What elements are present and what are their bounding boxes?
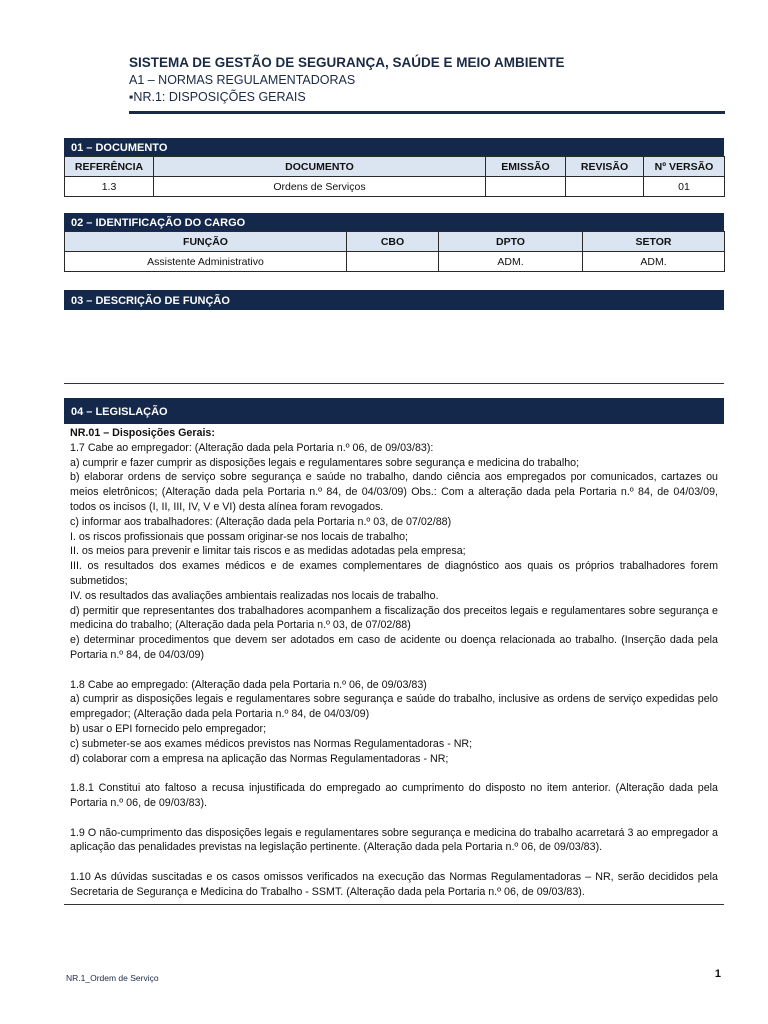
table-cell: Ordens de Serviços xyxy=(154,177,486,197)
paragraph-spacer xyxy=(70,663,718,678)
legislation-paragraph: c) submeter-se aos exames médicos previstos nas Normas Regulamentadoras - NR; xyxy=(70,737,473,750)
legislation-paragraph: 1.8 Cabe ao empregado: (Alteração dada pela Portaria n.º 06, de 09/03/83) xyxy=(70,678,427,691)
legislation-paragraph: a) cumprir as disposições legais e regulamentares sobre segurança e saúde do trabalho, inclusive as ordens de serviço expedidas pelo empregador; (Alteração dada pela Portaria n.º 84, de 04/03/09) xyxy=(70,693,718,721)
legislation-paragraph: c) informar aos trabalhadores: (Alteração dada pela Portaria n.º 03, de 07/02/88) xyxy=(70,515,452,528)
column-header: SETOR xyxy=(583,232,725,252)
column-header: DPTO xyxy=(439,232,583,252)
legislation-paragraph: b) usar o EPI fornecido pelo empregador; xyxy=(70,722,267,735)
legislation-paragraph: III. os resultados dos exames médicos e de exames complementares de diagnóstico aos quais os próprios trabalhadores forem submetidos; xyxy=(70,560,718,587)
footer-document-name: NR.1_Ordem de Serviço xyxy=(66,973,159,983)
section-heading: 03 – DESCRIÇÃO DE FUNÇÃO xyxy=(64,290,724,310)
legislation-paragraph: 1.9 O não-cumprimento das disposições legais e regulamentares sobre segurança e medicina do trabalho acarretará 3 ao empregador a aplicação das penalidades previstas na legislação pertinente. (Alteração dada pela Portaria n.º 06, de 09/03/83). xyxy=(70,826,718,854)
legislation-paragraph: e) determinar procedimentos que devem ser adotados em caso de acidente ou doença relacionada ao trabalho. (Inserção dada pela Portaria n.º 84, de 04/03/09) xyxy=(70,634,718,661)
legislation-paragraph: 1.7 Cabe ao empregador: (Alteração dada pela Portaria n.º 06, de 09/03/83): xyxy=(70,441,434,454)
legislation-paragraph: NR.01 – Disposições Gerais: xyxy=(70,427,215,439)
table-cell xyxy=(347,252,439,272)
legislation-paragraph: a) cumprir e fazer cumprir as disposições legais e regulamentares sobre segurança e medicina do trabalho; xyxy=(70,456,580,469)
header-divider xyxy=(129,111,725,114)
section-heading: 04 – LEGISLAÇÃO xyxy=(64,398,724,424)
legislation-paragraph: I. os riscos profissionais que possam originar-se nos locais de trabalho; xyxy=(70,530,409,543)
paragraph-spacer xyxy=(70,766,718,781)
legislation-paragraph: d) colaborar com a empresa na aplicação das Normas Regulamentadoras - NR; xyxy=(70,752,449,765)
description-area xyxy=(64,310,724,384)
table-cell: ADM. xyxy=(583,252,725,272)
section-heading: 02 – IDENTIFICAÇÃO DO CARGO xyxy=(64,213,724,231)
table-header-row xyxy=(65,232,725,252)
section-heading: 01 – DOCUMENTO xyxy=(64,138,724,156)
system-title: SISTEMA DE GESTÃO DE SEGURANÇA, SAÚDE E MEIO AMBIENTE xyxy=(129,55,565,70)
legislation-paragraph: d) permitir que representantes dos trabalhadores acompanhem a fiscalização dos preceitos legais e regulamentares sobre segurança e medicina do trabalho; (Alteração dada pela Portaria n.º 03, de 07/02/88) xyxy=(70,604,718,632)
table-row xyxy=(65,252,725,272)
legislation-paragraph: IV. os resultados das avaliações ambientais realizadas nos locais de trabalho. xyxy=(70,589,439,602)
paragraph-spacer xyxy=(70,811,718,826)
legislation-paragraph: b) elaborar ordens de serviço sobre segurança e saúde no trabalho, dando ciência aos empregados por comunicados, cartazes ou meios eletrônicos; (Alteração dada pela Portaria n.º 84, de 04/03/09) Obs.: Com a alteração dada pela Portaria n.º 84, de 04/03/09, todos os incisos (I, II, III, IV, V e VI) desta alínea foram revogados. xyxy=(70,471,718,513)
legislation-paragraph: 1.10 As dúvidas suscitadas e os casos omissos verificados na execução das Normas Regulamentadoras – NR, serão decididos pela Secretaria de Segurança e Medicina do Trabalho - SSMT. (Alteração dada pela Portaria n.º 06, de 09/03/83). xyxy=(70,870,718,898)
table-cell: ADM. xyxy=(439,252,583,272)
column-header: REFERÊNCIA xyxy=(65,157,154,177)
table-header-row xyxy=(65,157,725,177)
column-header: REVISÃO xyxy=(566,157,644,177)
table-cell xyxy=(566,177,644,197)
column-header: Nº VERSÃO xyxy=(644,157,725,177)
paragraph-spacer xyxy=(70,855,718,870)
legislation-text xyxy=(64,424,724,905)
section-legislacao xyxy=(64,398,724,905)
legislation-paragraph: II. os meios para prevenir e limitar tais riscos e as medidas adotadas pela empresa; xyxy=(70,545,466,558)
section-descricao xyxy=(64,290,724,384)
column-header: DOCUMENTO xyxy=(154,157,486,177)
column-header: EMISSÃO xyxy=(486,157,566,177)
section-documento xyxy=(64,138,724,197)
page-number: 1 xyxy=(714,968,721,980)
column-header: FUNÇÃO xyxy=(65,232,347,252)
column-header: CBO xyxy=(347,232,439,252)
document-header xyxy=(129,54,725,106)
table-cell: Assistente Administrativo xyxy=(65,252,347,272)
documento-table xyxy=(64,156,725,197)
nr-item-title: ▪NR.1: DISPOSIÇÕES GERAIS xyxy=(129,90,306,104)
table-cell xyxy=(486,177,566,197)
norms-subtitle: A1 – NORMAS REGULAMENTADORAS xyxy=(129,73,356,87)
cargo-table xyxy=(64,231,725,272)
section-cargo xyxy=(64,213,724,272)
legislation-paragraph: 1.8.1 Constitui ato faltoso a recusa injustificada do empregado ao cumprimento do disposto no item anterior. (Alteração dada pela Portaria n.º 06, de 09/03/83). xyxy=(70,782,718,809)
table-cell: 01 xyxy=(644,177,725,197)
table-cell: 1.3 xyxy=(65,177,154,197)
table-row xyxy=(65,177,725,197)
